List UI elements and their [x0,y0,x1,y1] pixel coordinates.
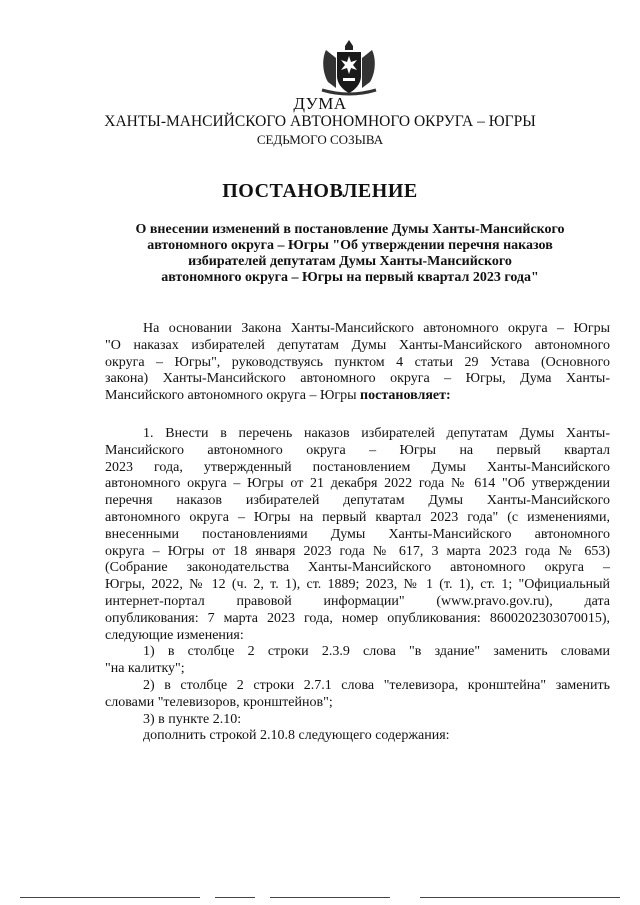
text-line [105,388,610,405]
document-title: ПОСТАНОВЛЕНИЕ [222,180,418,202]
text-line: интернет-портал правовой информации" (www.pravo.gov.ru), дата [105,593,610,609]
text-line: Мансийского автономного округа – Югры на первый квартал [105,442,610,458]
subject-line: избирателей депутатам Думы Ханты-Мансийского [188,254,512,269]
text-line: Югры, 2022, № 12 (ч. 2, т. 1), ст. 1889; 2023, № 1 (т. 1), ст. 1; "Официальный [105,577,610,593]
text-line: следующие изменения: [105,627,244,643]
document-subject [120,222,580,286]
text-line: На основании Закона Ханты-Мансийского автономного округа – Югры [143,321,610,336]
preamble-paragraph [105,321,610,405]
text-line: "О наказах избирателей депутатам Думы Ханты-Мансийского автономного [105,337,610,353]
text-line: (Собрание законодательства Ханты-Мансийского автономного округа – [105,560,610,576]
subject-line: О внесении изменений в постановление Думы Ханты-Мансийского [135,222,565,237]
text-line: 1. Внести в перечень наказов избирателей депутатам Думы Ханты- [143,426,610,441]
subitem-2-line: 2) в столбце 2 строки 2.7.1 слова "телевизора, кронштейна" заменить [143,677,610,693]
footer-rule [20,897,200,898]
subitem-3-line: дополнить строкой 2.10.8 следующего содержания: [143,728,450,744]
text-line: закона) Ханты-Мансийского автономного округа – Югры, Дума Ханты- [105,371,610,387]
text-line: округа – Югры", руководствуясь пунктом 4 статьи 29 Устава (Основного [105,354,610,370]
text-line: опубликования: 7 марта 2023 года, номер опубликования: 8600202303070015), [105,610,610,626]
subitem-1-line: "на калитку"; [105,661,185,677]
text-line: автономного округа – Югры от 21 декабря 2022 года № 614 "Об утверждении [105,476,610,492]
text-line: 2023 года, утвержденный постановлением Думы Ханты-Мансийского [105,459,610,475]
subitem-1-line: 1) в столбце 2 строки 2.3.9 слова "в здание" заменить словами [143,644,610,660]
text-line: автономного округа – Югры на первый квартал 2023 года" (с изменениями, [105,509,610,525]
convocation: СЕДЬМОГО СОЗЫВА [256,132,384,147]
subject-line: автономного округа – Югры на первый квартал 2023 года" [161,270,539,285]
text-line: округа – Югры от 18 января 2023 года № 617, 3 марта 2023 года № 653) [105,543,610,559]
resolution-word: постановляет: [360,388,451,404]
subitem-2-line: словами "телевизоров, кронштейнов"; [105,694,333,710]
subject-line: автономного округа – Югры "Об утверждении перечня наказов [147,238,553,253]
coat-of-arms-icon [318,38,380,96]
footer-rule [215,897,255,898]
footer-rule [420,897,620,898]
body-name: ДУМА [293,94,347,113]
footer-rule [270,897,390,898]
text-line: перечня наказов избирателей депутатам Думы Ханты-Мансийского [105,493,610,509]
item-1-paragraph [105,426,610,745]
text-line: внесенными постановлениями Думы Ханты-Мансийского автономного [105,526,610,542]
subitem-3-line: 3) в пункте 2.10: [143,711,242,727]
text-fragment: Мансийского автономного округа – Югры [105,388,357,404]
region-name: ХАНТЫ-МАНСИЙСКОГО АВТОНОМНОГО ОКРУГА – ЮГРЫ [104,113,536,130]
